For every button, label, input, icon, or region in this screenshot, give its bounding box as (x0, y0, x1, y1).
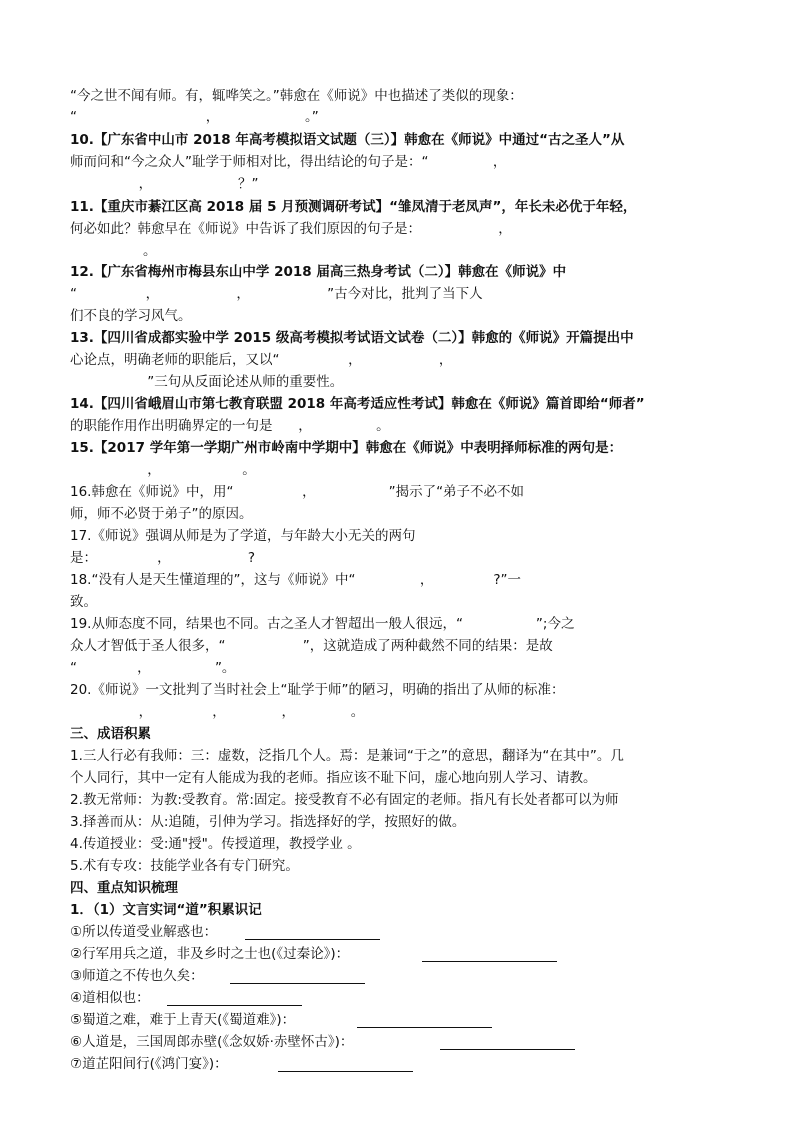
text-line: 16.韩愈在《师说》中，用“ ， ”揭示了“弟子不必不如 (70, 484, 525, 500)
subsection-heading: 1．（1）文言实词“道”积累识记 (70, 902, 262, 918)
text-line: 个人同行，其中一定有人能成为我的老师。指应该不耻下问，虚心地向别人学习、请教。 (70, 770, 597, 786)
text-line: 19.从师态度不同，结果也不同。古之圣人才智超出一般人很远，“ ”;今之 (70, 616, 575, 632)
text-line: 。 (70, 243, 157, 259)
text-line: 10.【广东省中山市 2018 年高考模拟语文试题（三）】韩愈在《师说》中通过“古之圣人”从 (70, 132, 625, 148)
section-heading: 三、成语积累 (70, 726, 151, 742)
text-line: ②行军用兵之道，非及乡时之士也(《过秦论》)： (70, 946, 350, 962)
text-line: 11.【重庆市綦江区高 2018 届 5 月预测调研考试】“雏凤清于老凤声”，年长未必优于年轻， (70, 199, 637, 215)
text-line: ⑥人道是，三国周郎赤壁(《念奴娇·赤壁怀古》)： (70, 1034, 354, 1050)
answer-blank[interactable] (230, 972, 365, 984)
text-line: 的职能作用作出明确界定的一句是 ， 。 (70, 418, 390, 434)
text-line: ”三句从反面论述从师的重要性。 (70, 374, 344, 390)
text-line: 17.《师说》强调从师是为了学道，与年龄大小无关的两句 (70, 528, 416, 544)
text-line: 5.术有专攻：技能学业各有专门研究。 (70, 858, 299, 874)
text-line: 是： ， ? (70, 550, 255, 566)
answer-blank[interactable] (278, 1060, 413, 1072)
text-line: ⑤蜀道之难，难于上青天(《蜀道难》)： (70, 1012, 296, 1028)
answer-blank[interactable] (422, 950, 557, 962)
text-line: 18.“没有人是天生懂道理的”，这与《师说》中“ ， ?”一 (70, 572, 522, 588)
answer-blank[interactable] (167, 994, 302, 1006)
answer-blank[interactable] (245, 928, 380, 940)
text-line: 师，师不必贤于弟子”的原因。 (70, 506, 253, 522)
text-line: 20.《师说》一文批判了当时社会上“耻学于师”的陋习，明确的指出了从师的标准： (70, 682, 565, 698)
text-line: 12.【广东省梅州市梅县东山中学 2018 届高三热身考试（二）】韩愈在《师说》中 (70, 264, 567, 280)
text-line: ， 。 (70, 462, 256, 478)
text-line: 15.【2017 学年第一学期广州市岭南中学期中】韩愈在《师说》中表明择师标准的两句是： (70, 440, 623, 456)
text-line: 13.【四川省成都实验中学 2015 级高考模拟考试语文试卷（二）】韩愈的《师说》开篇提出中 (70, 330, 634, 346)
text-line: 何必如此？韩愈早在《师说》中告诉了我们原因的句子是： ， (70, 221, 512, 237)
answer-blank[interactable] (357, 1016, 492, 1028)
text-line: “今之世不闻有师。有，辄哗笑之。”韩愈在《师说》中也描述了类似的现象： (70, 88, 523, 104)
text-line: ④道相似也： (70, 990, 150, 1006)
text-line: “ ， 。” (70, 109, 319, 125)
text-line: 师而问和“今之众人”耻学于师相对比，得出结论的句子是：“ ， (70, 154, 507, 170)
section-heading: 四、重点知识梳理 (70, 880, 178, 896)
text-line: ⑦道芷阳间行(《鸿门宴》)： (70, 1056, 228, 1072)
text-line: 1.三人行必有我师：三：虚数，泛指几个人。焉：是兼词“于之”的意思，翻译为“在其中”。几 (70, 748, 624, 764)
text-line: 2.教无常师：为教:受教育。常:固定。接受教育不必有固定的老师。指凡有长处者都可以为师 (70, 792, 619, 808)
text-line: ， ？” (70, 176, 259, 192)
text-line: 4.传道授业：受:通"授"。传授道理，教授学业 。 (70, 836, 361, 852)
text-line: 致。 (70, 594, 97, 610)
answer-blank[interactable] (440, 1038, 575, 1050)
text-line: ， ， ， 。 (70, 704, 365, 720)
text-line: “ ， ”。 (70, 660, 236, 676)
text-line: ①所以传道受业解惑也： (70, 924, 218, 940)
text-line: 心论点，明确老师的职能后，又以“ ， ， (70, 352, 453, 368)
text-line: 3.择善而从：从:追随，引伸为学习。指选择好的学，按照好的做。 (70, 814, 466, 830)
text-line: 众人才智低于圣人很多，“ ”，这就造成了两种截然不同的结果：是故 (70, 638, 553, 654)
text-line: “ ， ， ”古今对比，批判了当下人 (70, 286, 483, 302)
text-line: 们不良的学习风气。 (70, 308, 192, 324)
text-line: 14.【四川省峨眉山市第七教育联盟 2018 年高考适应性考试】韩愈在《师说》篇首即给“师者” (70, 396, 645, 412)
text-line: ③师道之不传也久矣： (70, 968, 204, 984)
